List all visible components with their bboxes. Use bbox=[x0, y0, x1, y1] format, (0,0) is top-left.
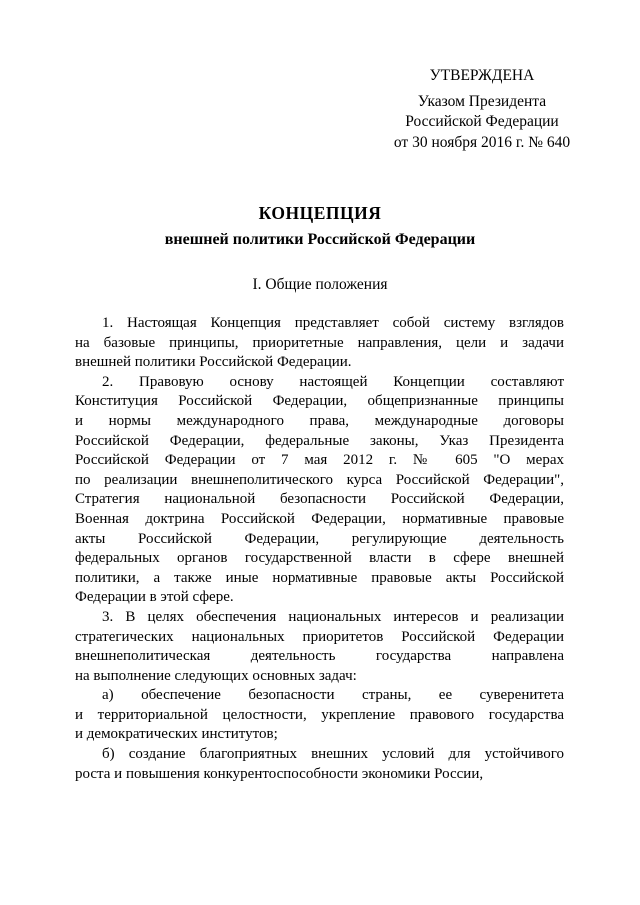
approval-block bbox=[376, 66, 588, 153]
body-line: б) создание благоприятных внешних условий для устойчивого bbox=[102, 746, 564, 763]
body-line: акты Российской Федерации, регулирующие деятельность bbox=[75, 530, 564, 547]
body-paragraph bbox=[75, 686, 564, 745]
body-line: на базовые принципы, приоритетные направления, цели и задачи bbox=[75, 334, 564, 351]
body-line: и нормы международного права, международные договоры bbox=[75, 412, 564, 429]
body-line: 2. Правовую основу настоящей Концепции составляют bbox=[102, 373, 564, 390]
body-line: федеральных органов государственной власти в сфере внешней bbox=[75, 550, 564, 567]
body-line: и территориальной целостности, укрепление правового государства bbox=[75, 706, 564, 723]
body-line: 3. В целях обеспечения национальных интересов и реализации bbox=[102, 608, 564, 625]
body-paragraph bbox=[75, 745, 564, 784]
body-line: Конституция Российской Федерации, общепризнанные принципы bbox=[75, 393, 564, 410]
approval-authority-line: Указом Президента bbox=[417, 92, 547, 110]
body-line: политики, а также иные нормативные правовые акты Российской bbox=[75, 569, 564, 586]
approval-stamp-label: УТВЕРЖДЕНА bbox=[429, 67, 535, 84]
body-line: внешней политики Российской Федерации. bbox=[75, 354, 352, 371]
section-heading: I. Общие положения bbox=[252, 276, 388, 293]
document-subtitle: внешней политики Российской Федерации bbox=[164, 231, 476, 248]
document-title: КОНЦЕПЦИЯ bbox=[258, 203, 382, 223]
document-body bbox=[75, 314, 564, 784]
body-line: роста и повышения конкурентоспособности экономики России, bbox=[75, 765, 484, 782]
body-line: внешнеполитическая деятельность государства направлена bbox=[75, 648, 564, 665]
body-line: Федерации в этой сфере. bbox=[75, 589, 234, 606]
body-line: Российской Федерации от 7 мая 2012 г. № 605 "О мерах bbox=[75, 452, 564, 469]
body-line: на выполнение следующих основных задач: bbox=[75, 667, 357, 684]
body-line: Российской Федерации, федеральные законы, Указ Президента bbox=[75, 432, 564, 449]
body-line: Стратегия национальной безопасности Российской Федерации, bbox=[75, 491, 564, 508]
body-line: и демократических институтов; bbox=[75, 726, 278, 743]
body-line: по реализации внешнеполитического курса Российской Федерации", bbox=[75, 471, 564, 488]
body-paragraph bbox=[75, 608, 564, 686]
body-line: 1. Настоящая Концепция представляет собой систему взглядов bbox=[102, 315, 564, 331]
body-line: Военная доктрина Российской Федерации, нормативные правовые bbox=[75, 510, 564, 527]
body-line: стратегических национальных приоритетов Российской Федерации bbox=[75, 628, 564, 645]
body-line: а) обеспечение безопасности страны, ее суверенитета bbox=[102, 687, 564, 704]
approval-authority-line2: Российской Федерации bbox=[405, 113, 559, 130]
body-paragraph bbox=[75, 373, 564, 608]
body-paragraph bbox=[75, 314, 564, 373]
approval-date-number: от 30 ноября 2016 г. № 640 bbox=[393, 133, 571, 151]
